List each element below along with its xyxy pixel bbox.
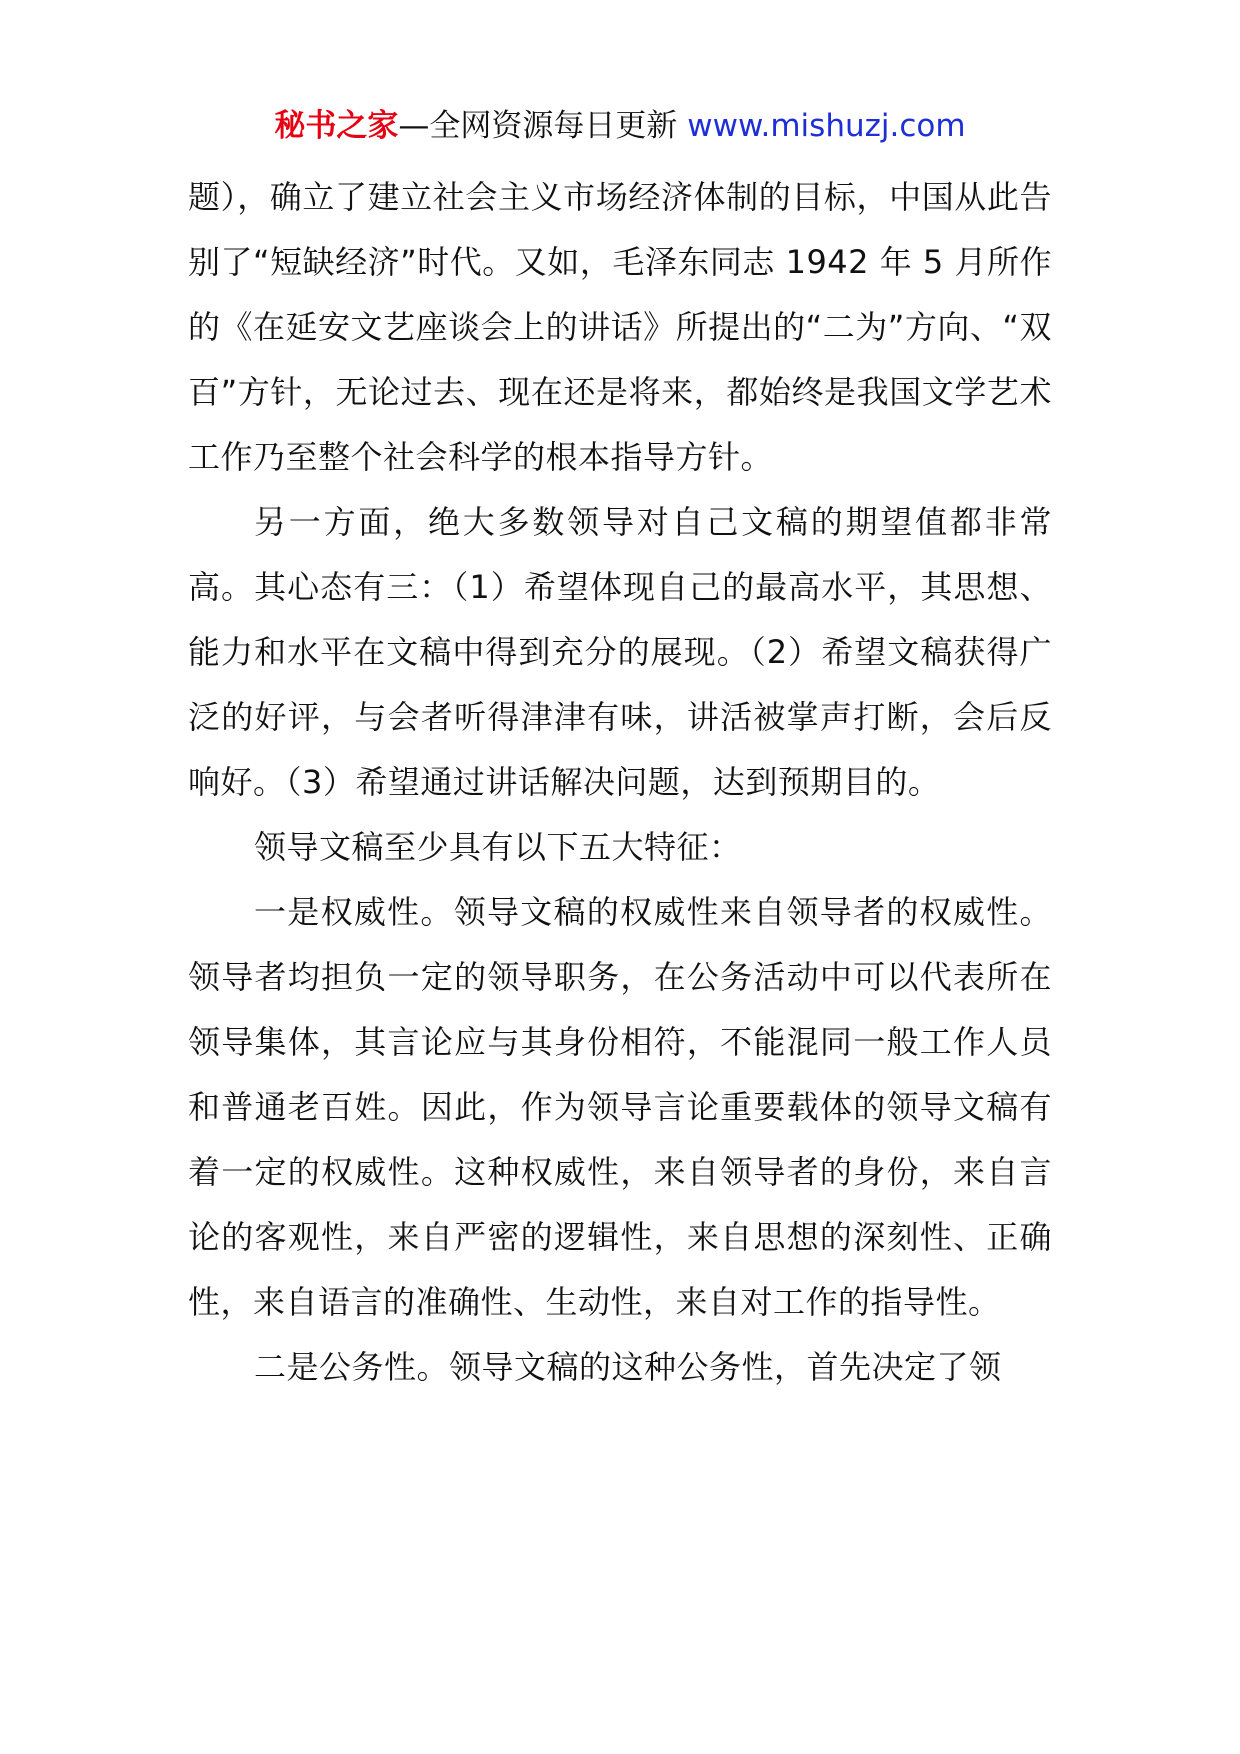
document-body xyxy=(188,165,1052,1400)
paragraph-continuation: 题），确立了建立社会主义市场经济体制的目标，中国从此告别了“短缺经济”时代。又如，毛泽东同志 1942 年 5 月所作的《在延安文艺座谈会上的讲话》所提出的“二为”方向、“双百”方针，无论过去、现在还是将来，都始终是我国文学艺术工作乃至整个社会科学的根本指导方针。 xyxy=(188,178,1052,476)
paragraph-authority: 一是权威性。领导文稿的权威性来自领导者的权威性。领导者均担负一定的领导职务，在公务活动中可以代表所在领导集体，其言论应与其身份相符，不能混同一般工作人员和普通老百姓。因此，作为领导言论重要载体的领导文稿有着一定的权威性。这种权威性，来自领导者的身份，来自言论的客观性，来自严密的逻辑性，来自思想的深刻性、正确性，来自语言的准确性、生动性，来自对工作的指导性。 xyxy=(188,893,1052,1321)
site-url[interactable]: www.mishuzj.com xyxy=(687,108,966,144)
paragraph-expectations: 另一方面，绝大多数领导对自己文稿的期望值都非常高。其心态有三：（1）希望体现自己的最高水平，其思想、能力和水平在文稿中得到充分的展现。（2）希望文稿获得广泛的好评，与会者听得津津有味，讲活被掌声打断，会后反响好。（3）希望通过讲话解决问题，达到预期目的。 xyxy=(188,503,1052,801)
brand-name: 秘书之家 xyxy=(274,108,399,144)
paragraph-official-nature: 二是公务性。领导文稿的这种公务性，首先决定了领 xyxy=(254,1348,1002,1386)
page-header xyxy=(0,104,1240,148)
header-tagline: —全网资源每日更新 xyxy=(398,108,688,144)
paragraph-features-intro: 领导文稿至少具有以下五大特征： xyxy=(254,828,742,866)
